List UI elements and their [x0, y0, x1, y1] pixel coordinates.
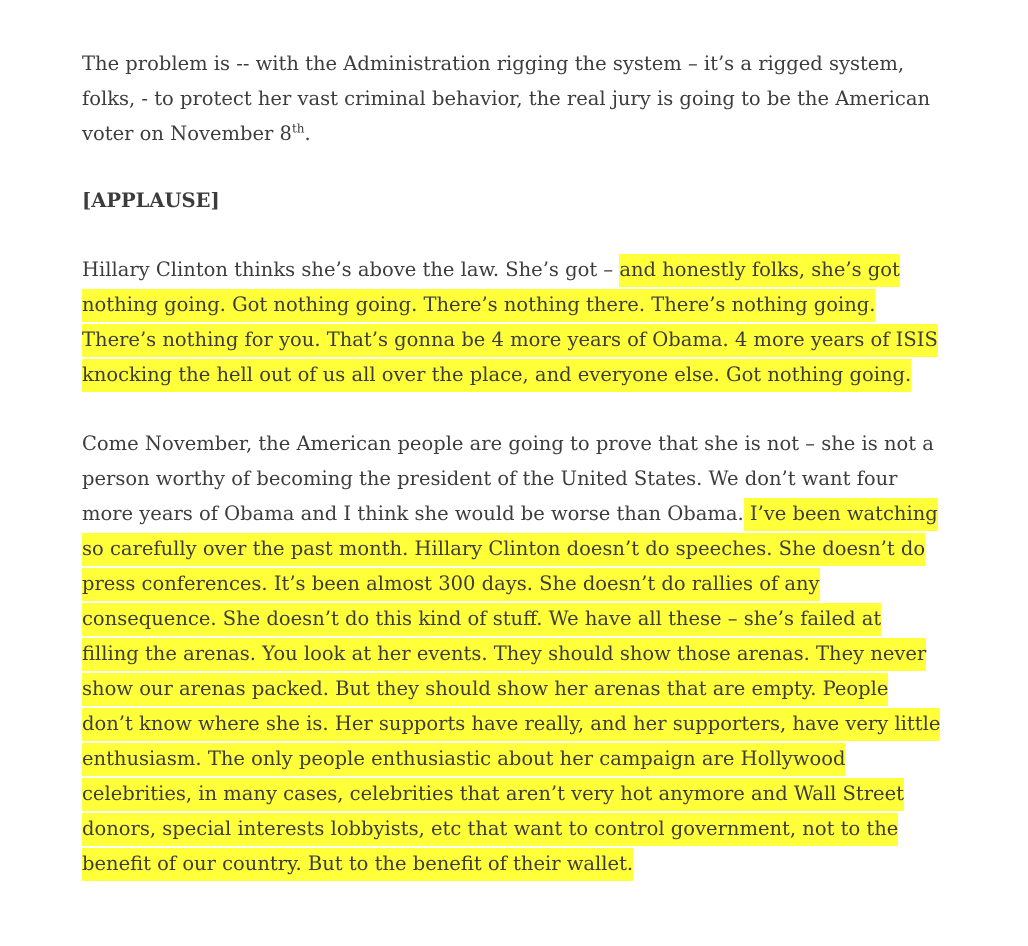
paragraph-come-november — [82, 426, 942, 881]
plain-text: Hillary Clinton thinks she’s above the law. She’s got – — [82, 258, 620, 281]
paragraph-rigged-system — [82, 46, 942, 151]
ordinal-superscript: th — [291, 121, 305, 136]
paragraph-tail: . — [304, 122, 311, 145]
document-page — [82, 46, 942, 881]
paragraph-above-the-law — [82, 252, 942, 392]
highlighted-text: and honestly folks, she’s got nothing going. Got nothing going. There’s nothing there. There’s nothing going. There’s nothing for you. That’s gonna be 4 more years of Obama. 4 more years of ISIS knocking the hell out of us all over the place, and everyone else. Got nothing going. — [82, 254, 938, 392]
applause-heading: [APPLAUSE] — [82, 189, 220, 212]
paragraph-text: The problem is -- with the Administration rigging the system – it’s a rigged system, folks, - to protect her vast criminal behavior, the real jury is going to be the American voter on November 8 — [82, 52, 931, 145]
highlighted-text: I’ve been watching so carefully over the past month. Hillary Clinton doesn’t do speeches. She doesn’t do press conferences. It’s been almost 300 days. She doesn’t do rallies of any consequence. She doesn’t do this kind of stuff. We have all these – she’s failed at filling the arenas. You look at her events. They should show those arenas. They never show our arenas packed. But they should show her arenas that are empty. People don’t know where she is. Her supports have really, and her supporters, have very little enthusiasm. The only people enthusiastic about her campaign are Hollywood celebrities, in many cases, celebrities that aren’t very hot anymore and Wall Street donors, special interests lobbyists, etc that want to control government, not to the benefit of our country. But to the benefit of their wallet. — [82, 498, 940, 881]
plain-text: Come November, the American people are going to prove that she is not – she is not a person worthy of becoming the president of the United States. We don’t want four more years of Obama and I think she would be worse than Obama. — [82, 432, 934, 525]
